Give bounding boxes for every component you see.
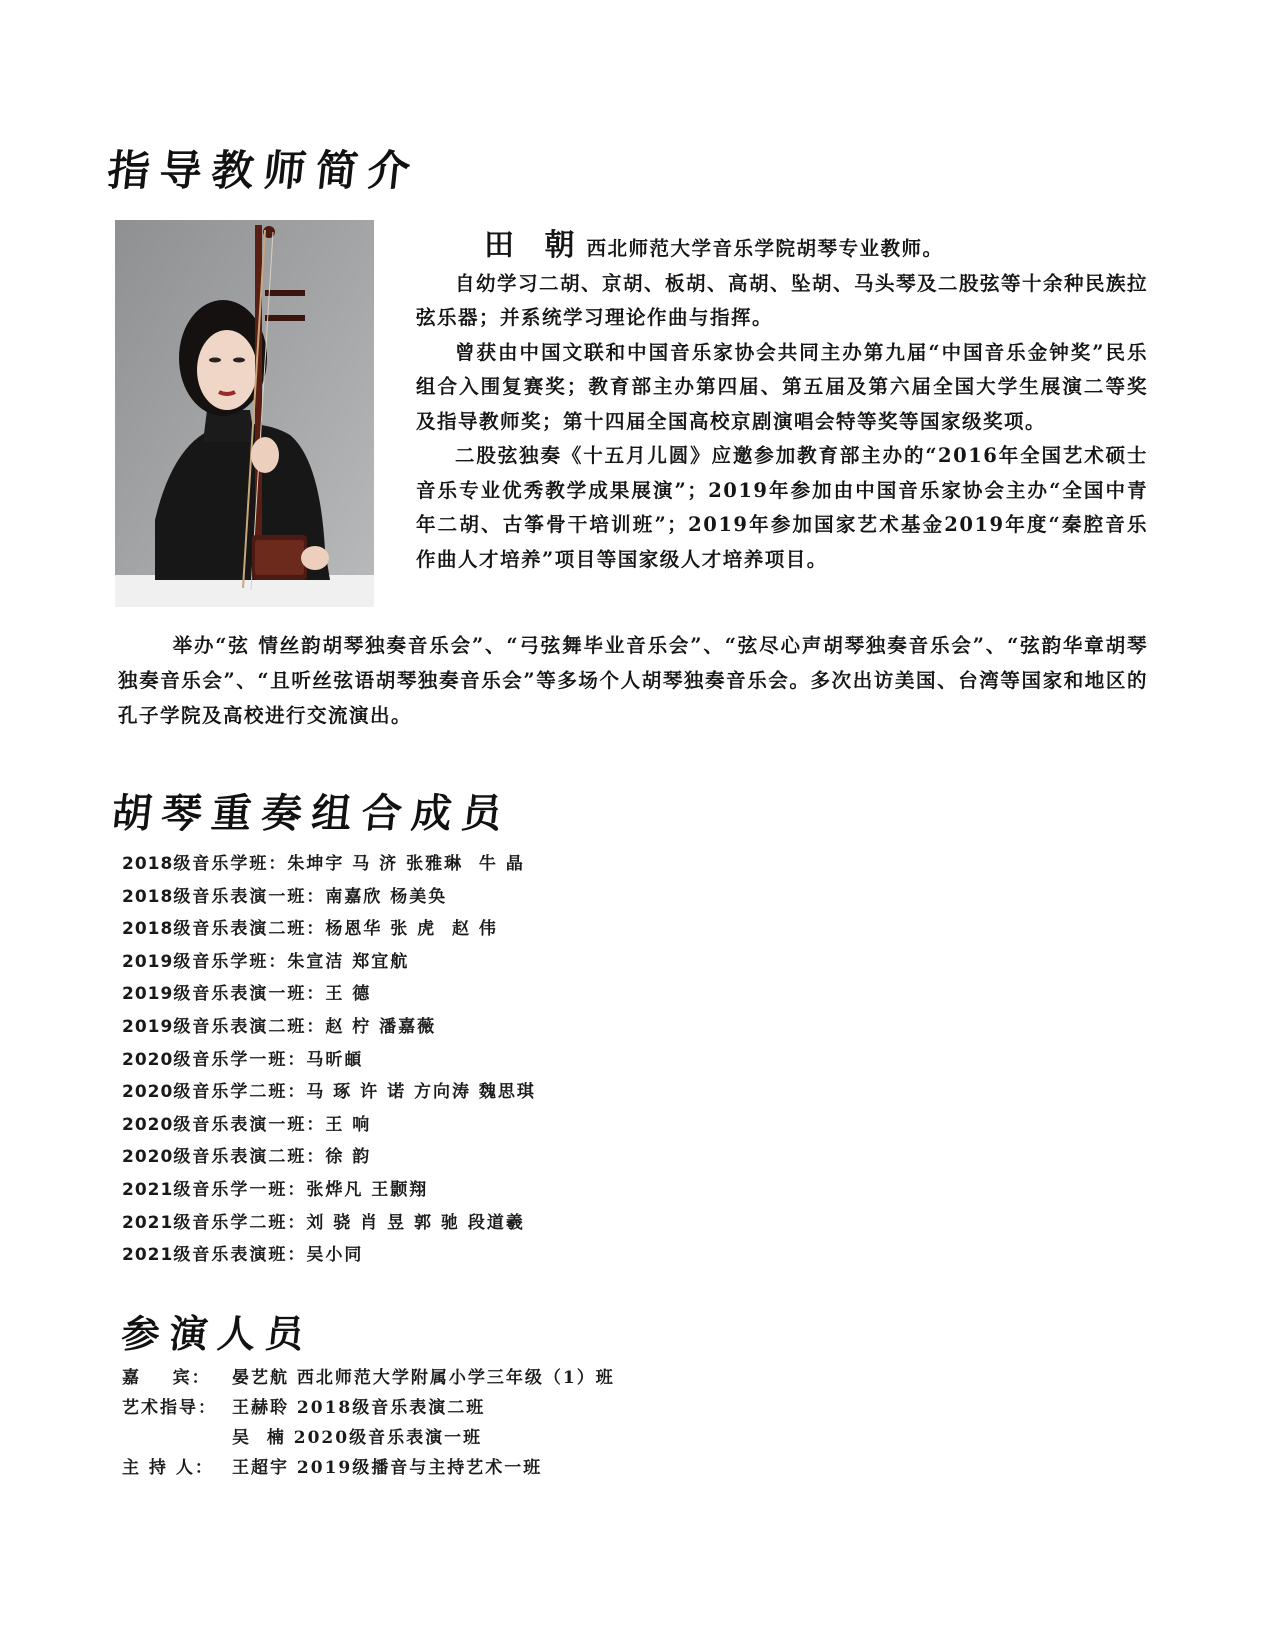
list-item — [122, 1239, 536, 1272]
member-names: 王 响 — [325, 1114, 372, 1135]
performer-info: 王赫聆 2018级音乐表演二班 — [232, 1398, 486, 1418]
performers-heading: 参演人员 — [119, 1311, 317, 1356]
list-item — [122, 1011, 536, 1044]
member-names: 徐 韵 — [325, 1147, 372, 1168]
class-year: 2018 — [122, 854, 174, 874]
member-names: 马昕頔 — [306, 1049, 364, 1070]
teacher-name: 田 朝 — [484, 228, 585, 263]
list-item — [122, 913, 536, 946]
class-year: 2020 — [122, 1147, 174, 1168]
class-name: 级音乐表演一班： — [173, 984, 326, 1005]
member-names: 杨恩华 张 虎 赵 伟 — [325, 919, 498, 940]
class-name: 级音乐学二班： — [173, 1082, 307, 1103]
member-names: 朱宣洁 郑宜航 — [287, 951, 410, 972]
list-item — [122, 978, 536, 1011]
concerts-paragraph: 举办“弦 情丝韵胡琴独奏音乐会”、“弓弦舞毕业音乐会”、“弦尽心声胡琴独奏音乐会”、“弦韵华章胡琴独奏音乐会”、“且听丝弦语胡琴独奏音乐会”等多场个人胡琴独奏音乐会。多次出访美国、台湾等国家和地区的孔子学院及高校进行交流演出。 — [118, 634, 1148, 727]
member-names: 马 琢 许 诺 方向涛 魏思琪 — [306, 1082, 536, 1103]
list-item — [122, 1207, 536, 1240]
class-name: 级音乐表演二班： — [173, 919, 326, 940]
performer-role: 嘉 宾： — [122, 1368, 211, 1388]
class-name: 级音乐表演二班： — [173, 1147, 326, 1168]
class-year: 2021 — [122, 1245, 174, 1266]
ensemble-member-list — [122, 848, 536, 1272]
class-year: 2019 — [122, 984, 174, 1005]
list-item — [122, 1174, 536, 1207]
teacher-photo — [115, 220, 374, 607]
performer-role: 主 持 人： — [122, 1458, 214, 1478]
class-name: 级音乐学一班： — [173, 1049, 307, 1070]
member-names: 吴小同 — [306, 1245, 364, 1266]
list-item — [122, 1044, 536, 1077]
performer-info: 吴 楠 2020级音乐表演一班 — [232, 1428, 483, 1448]
class-year: 2021 — [122, 1179, 174, 1200]
member-names: 张烨凡 王颢翔 — [306, 1179, 429, 1200]
bio-paragraph: 二股弦独奏《十五月儿圆》应邀参加教育部主办的“2016年全国艺术硕士音乐专业优秀教学成果展演”；2019年参加由中国音乐家协会主办“全国中青年二胡、古筝骨干培训班”；2019年参加国家艺术基金2019年度“秦腔音乐作曲人才培养”项目等国家级人才培养项目。 — [416, 444, 1148, 571]
class-name: 级音乐表演班： — [173, 1245, 307, 1266]
list-item — [122, 1109, 536, 1142]
class-name: 级音乐学班： — [173, 951, 288, 972]
member-names: 赵 柠 潘嘉薇 — [325, 1016, 437, 1037]
list-item — [122, 946, 536, 979]
ensemble-heading: 胡琴重奏组合成员 — [109, 790, 515, 837]
list-item — [122, 1076, 536, 1109]
class-name: 级音乐表演一班： — [173, 886, 326, 907]
class-name: 级音乐表演二班： — [173, 1016, 326, 1037]
list-item — [122, 1393, 615, 1423]
class-year: 2018 — [122, 919, 174, 940]
class-year: 2018 — [122, 886, 174, 907]
performer-info: 晏艺航 西北师范大学附属小学三年级（1）班 — [232, 1368, 615, 1388]
class-year: 2019 — [122, 951, 174, 972]
bio-paragraph: 自幼学习二胡、京胡、板胡、高胡、坠胡、马头琴及二股弦等十余种民族拉弦乐器；并系统学习理论作曲与指挥。 — [416, 271, 1149, 329]
teacher-bio — [416, 229, 1148, 577]
class-name: 级音乐学班： — [173, 854, 288, 874]
teacher-title: 西北师范大学音乐学院胡琴专业教师。 — [586, 237, 944, 260]
class-year: 2020 — [122, 1082, 174, 1103]
member-names: 南嘉欣 杨美奂 — [325, 886, 448, 907]
class-name: 级音乐学二班： — [173, 1212, 307, 1233]
list-item — [122, 1423, 615, 1453]
class-name: 级音乐表演一班： — [173, 1114, 326, 1135]
member-names: 刘 骁 肖 昱 郭 驰 段道羲 — [306, 1212, 525, 1233]
member-names: 朱坤宇 马 济 张雅琳 牛 晶 — [287, 854, 525, 874]
teacher-intro-heading: 指导教师简介 — [105, 146, 423, 195]
list-item — [122, 1363, 615, 1393]
class-year: 2021 — [122, 1212, 174, 1233]
performer-role: 艺术指导： — [122, 1398, 217, 1418]
list-item — [122, 848, 536, 881]
teacher-name-line — [416, 229, 1148, 267]
member-names: 王 德 — [325, 984, 372, 1005]
list-item — [122, 1453, 615, 1483]
class-year: 2020 — [122, 1049, 174, 1070]
class-name: 级音乐学一班： — [173, 1179, 307, 1200]
performer-info: 王超宇 2019级播音与主持艺术一班 — [232, 1458, 543, 1478]
class-year: 2019 — [122, 1016, 174, 1037]
performers-list — [122, 1363, 615, 1483]
list-item — [122, 1141, 536, 1174]
list-item — [122, 881, 536, 914]
class-year: 2020 — [122, 1114, 174, 1135]
teacher-with-erhu-image — [115, 220, 374, 607]
bio-paragraph: 曾获由中国文联和中国音乐家协会共同主办第九届“中国音乐金钟奖”民乐组合入围复赛奖；教育部主办第四届、第五届及第六届全国大学生展演二等奖及指导教师奖；第十四届全国高校京剧演唱会特等奖等国家级奖项。 — [416, 340, 1148, 433]
